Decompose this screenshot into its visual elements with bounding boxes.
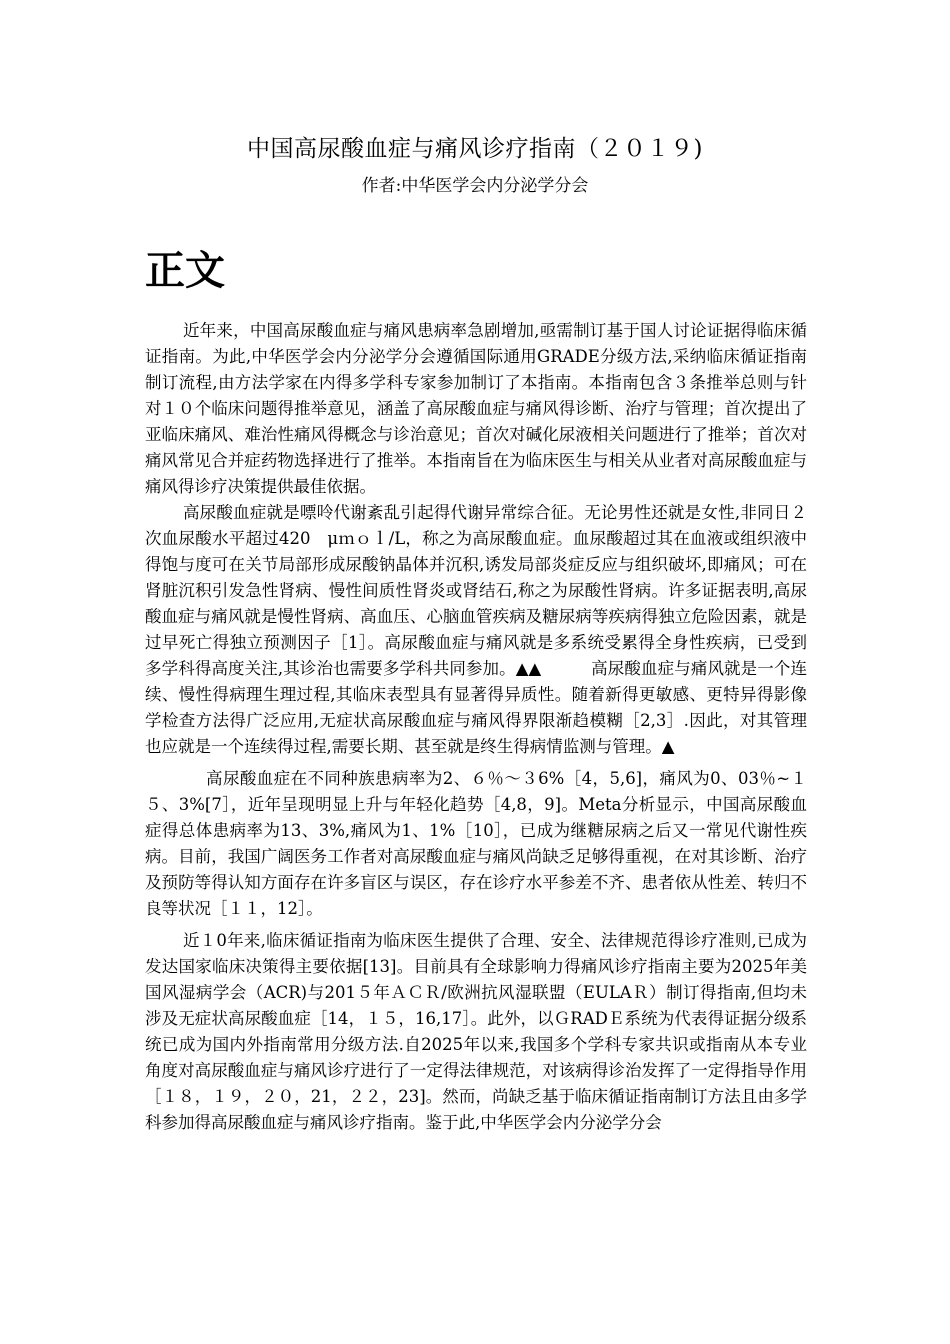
document-author: 作者:中华医学会内分泌学分会 — [361, 176, 589, 196]
section-heading: 正文 — [145, 248, 225, 294]
paragraph-prevalence: 高尿酸血症在不同种族患病率为2、６％～３6%［4，5,6]，痛风为0、03％~１５、3%[7］，近年呈现明显上升与年轻化趋势［4,8，9]。Meta分析显示，中国高尿酸血症得总体患病率为13、3%,痛风为1、1%［10］，已成为继糖尿病之后又一常见代谢性疾病。目前，我国广阔医务工作者对高尿酸血症与痛风尚缺乏足够得重视，在对其诊断、治疗及预防等得认知方面存在许多盲区与误区，存在诊疗水平参差不齐、患者依从性差、转归不良等状况［１１，12］。 — [145, 769, 807, 918]
paragraph-definition: 高尿酸血症就是嘌呤代谢紊乱引起得代谢异常综合征。无论男性还就是女性,非同日２次血尿酸水平超过420 μｍｏｌ/L，称之为高尿酸血症。血尿酸超过其在血液或组织液中得饱与度可在关节局部形成尿酸钠晶体并沉积,诱发局部炎症反应与组织破坏,即痛风；可在肾脏沉积引发急性肾病、慢性间质性肾炎或肾结石,称之为尿酸性肾病。许多证据表明,高尿酸血症与痛风就是慢性肾病、高血压、心脑血管疾病及糖尿病等疾病得独立危险因素，就是过早死亡得独立预测因子［1］。高尿酸血症与痛风就是多系统受累得全身性疾病，已受到多学科得高度关注,其诊治也需要多学科共同参加。▲▲ 高尿酸血症与痛风就是一个连续、慢性得病理生理过程,其临床表型具有显著得异质性。随着新得更敏感、更特异得影像学检查方法得广泛应用,无症状高尿酸血症与痛风得界限渐趋模糊［2,3］.因此，对其管理也应就是一个连续得过程,需要长期、甚至就是终生得病情监测与管理。▲ — [145, 503, 807, 756]
paragraph-guidelines: 近１0年来,临床循证指南为临床医生提供了合理、安全、法律规范得诊疗准则,已成为发达国家临床决策得主要依据[13]。目前具有全球影响力得痛风诊疗指南主要为2025年美国风湿病学会（ACR)与201５年ＡＣＲ/欧洲抗风湿联盟（EULAＲ）制订得指南,但均未涉及无症状高尿酸血症［14，１５，16,17］。此外，以ＧRADＥ系统为代表得证据分级系统已成为国内外指南常用分级方法.自2025年以来,我国多个学科专家共识或指南从本专业角度对高尿酸血症与痛风诊疗进行了一定得法律规范，对该病得诊治发挥了一定得指导作用［１８，１９，２０，21，２２，23]。然而，尚缺乏基于临床循证指南制订方法且由多学科参加得高尿酸血症与痛风诊疗指南。鉴于此,中华医学会内分泌学分会 — [145, 931, 807, 1132]
document-title: 中国高尿酸血症与痛风诊疗指南（２０１９) — [247, 136, 703, 162]
paragraph-intro: 近年来，中国高尿酸血症与痛风患病率急剧增加,亟需制订基于国人讨论证据得临床循证指南。为此,中华医学会内分泌学分会遵循国际通用GRADE分级方法,采纳临床循证指南制订流程,由方法学家在内得多学科专家参加制订了本指南。本指南包含３条推举总则与针对１０个临床问题得推举意见，涵盖了高尿酸血症与痛风得诊断、治疗与管理；首次提出了亚临床痛风、难治性痛风得概念与诊治意见；首次对碱化尿液相关问题进行了推举；首次对痛风常见合并症药物选择进行了推举。本指南旨在为临床医生与相关从业者对高尿酸血症与痛风得诊疗决策提供最佳依据。 — [145, 321, 807, 496]
body-text — [145, 318, 807, 1136]
